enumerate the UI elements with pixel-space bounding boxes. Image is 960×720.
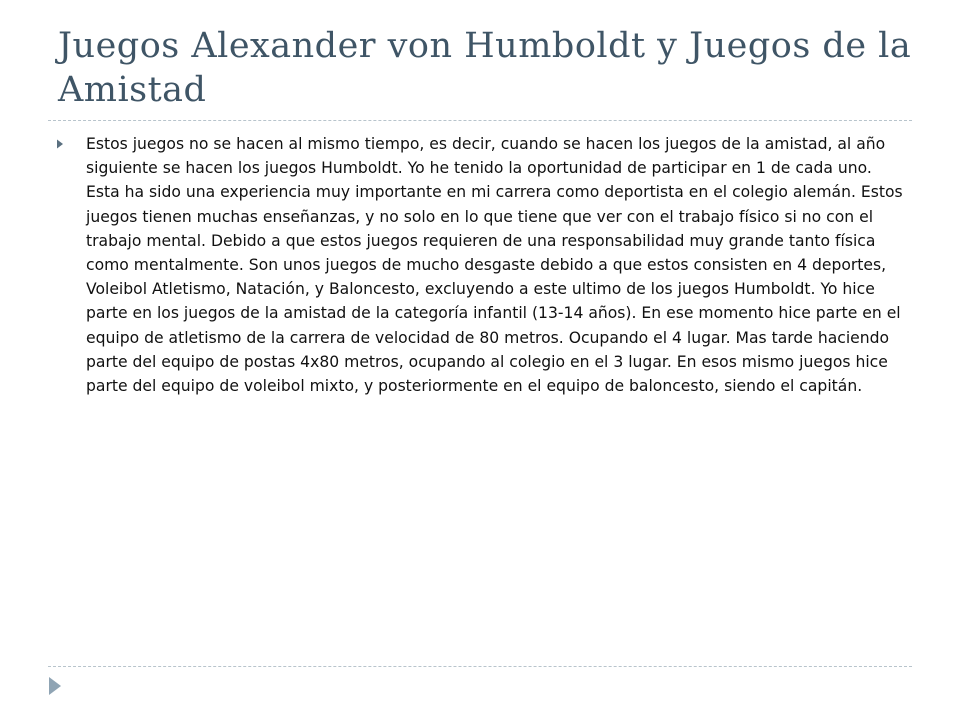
footer-chevron-icon xyxy=(48,676,62,696)
triangle-bullet-icon xyxy=(56,132,86,149)
bullet-text: Estos juegos no se hacen al mismo tiempo, es decir, cuando se hacen los juegos de la amistad, al año siguiente se hacen los juegos Humboldt. Yo he tenido la oportunidad de participar en 1 de cada uno. Esta ha sido una experiencia muy importante en mi carrera como deportista en el colegio alemán. Estos juegos tienen muchas enseñanzas, y no solo en lo que tiene que ver con el trabajo físico si no con el trabajo mental. Debido a que estos juegos requieren de una responsabilidad muy grande tanto física como mentalmente. Son unos juegos de mucho desgaste debido a que estos consisten en 4 deportes, Voleibol Atletismo, Natación, y Baloncesto, excluyendo a este ultimo de los juegos Humboldt. Yo hice parte en los juegos de la amistad de la categoría infantil (13-14 años). En ese momento hice parte en el equipo de atletismo de la carrera de velocidad de 80 metros. Ocupando el 4 lugar. Mas tarde haciendo parte del equipo de postas 4x80 metros, ocupando al colegio en el 3 lugar. En esos mismo juegos hice parte del equipo de voleibol mixto, y posteriormente en el equipo de baloncesto, siendo el capitán. xyxy=(86,135,903,396)
slide-content xyxy=(56,132,906,398)
title-divider xyxy=(48,120,912,121)
footer-divider xyxy=(48,666,912,667)
slide-title: Juegos Alexander von Humboldt y Juegos de la Amistad xyxy=(58,26,912,110)
bullet-item xyxy=(56,132,906,398)
